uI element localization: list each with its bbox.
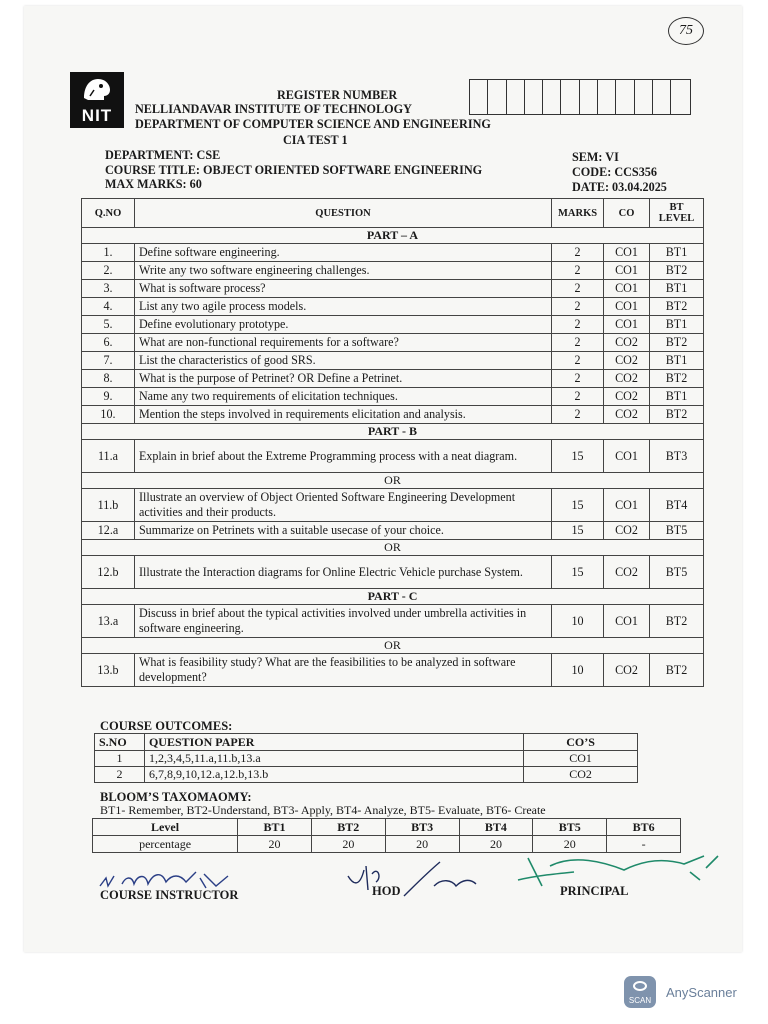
co-cell: CO2	[604, 334, 650, 352]
bt-cell: BT5	[650, 522, 704, 540]
bt-level: BT2	[311, 819, 385, 836]
question-text: What is the purpose of Petrinet? OR Define a Petrinet.	[134, 370, 551, 388]
cos-header: CO’S	[524, 734, 638, 751]
bt-cell: BT2	[650, 370, 704, 388]
question-number: 5.	[82, 316, 135, 334]
part-a-label: PART – A	[82, 228, 704, 244]
marks-cell: 2	[552, 244, 604, 262]
marks-cell: 2	[552, 406, 604, 424]
co-cell: CO2	[604, 388, 650, 406]
institute-name: NELLIANDAVAR INSTITUTE OF TECHNOLOGY	[135, 102, 412, 116]
table-row	[82, 352, 704, 370]
hod-signature-icon	[344, 856, 504, 902]
co-cell: CO1	[604, 605, 650, 638]
or-label: OR	[82, 540, 704, 556]
question-number: 6.	[82, 334, 135, 352]
table-row	[82, 280, 704, 298]
or-label: OR	[82, 473, 704, 489]
exam-date: DATE: 03.04.2025	[572, 180, 667, 194]
marks-cell: 2	[552, 280, 604, 298]
bt-level: BT4	[459, 819, 533, 836]
question-number: 1.	[82, 244, 135, 262]
co-cell: CO2	[604, 556, 650, 589]
question-number: 11.b	[82, 489, 135, 522]
course-outcomes-header	[95, 734, 638, 751]
test-title: CIA TEST 1	[283, 133, 348, 147]
lion-emblem-icon	[80, 76, 114, 102]
department: DEPARTMENT: CSE	[105, 148, 221, 162]
table-row	[82, 316, 704, 334]
bloom-level-row	[93, 819, 681, 836]
question-text: Define software engineering.	[134, 244, 551, 262]
percentage-label: percentage	[93, 836, 238, 853]
marks-cell: 2	[552, 262, 604, 280]
table-row	[82, 605, 704, 638]
question-number: 9.	[82, 388, 135, 406]
percentage-cell: 20	[238, 836, 312, 853]
or-row	[82, 638, 704, 654]
bt-cell: BT2	[650, 654, 704, 687]
bt-cell: BT1	[650, 280, 704, 298]
course-outcomes-title: COURSE OUTCOMES:	[100, 719, 233, 733]
co-cell: CO1	[604, 244, 650, 262]
co-cell: CO1	[604, 262, 650, 280]
question-number: 3.	[82, 280, 135, 298]
anyscanner-watermark	[624, 976, 737, 1008]
part-c-row	[82, 589, 704, 605]
level-label: Level	[93, 819, 238, 836]
marks-cell: 10	[552, 654, 604, 687]
table-row	[82, 262, 704, 280]
question-table-header	[82, 199, 704, 228]
question-number: 12.a	[82, 522, 135, 540]
question-text: What are non-functional requirements for a software?	[134, 334, 551, 352]
percentage-cell: 20	[311, 836, 385, 853]
question-list-cell: 1,2,3,4,5,11.a,11.b,13.a	[144, 751, 523, 767]
bloom-level-table	[92, 818, 681, 853]
question-number: 13.b	[82, 654, 135, 687]
qno-header: Q.NO	[82, 199, 135, 228]
co-cell: CO2	[604, 654, 650, 687]
sno-cell: 2	[95, 767, 145, 783]
table-row	[82, 334, 704, 352]
co-cell: CO2	[604, 406, 650, 424]
or-label: OR	[82, 638, 704, 654]
percentage-cell: 20	[459, 836, 533, 853]
question-text: List any two agile process models.	[134, 298, 551, 316]
question-number: 2.	[82, 262, 135, 280]
part-b-label: PART - B	[82, 424, 704, 440]
co-header: CO	[604, 199, 650, 228]
bt-level: BT3	[385, 819, 459, 836]
percentage-cell: 20	[385, 836, 459, 853]
co-cell: CO1	[604, 316, 650, 334]
table-row	[95, 767, 638, 783]
question-text: Define evolutionary prototype.	[134, 316, 551, 334]
marks-cell: 15	[552, 440, 604, 473]
question-text: List the characteristics of good SRS.	[134, 352, 551, 370]
table-row	[82, 556, 704, 589]
co-cell: CO1	[604, 298, 650, 316]
marks-cell: 2	[552, 298, 604, 316]
bt-cell: BT1	[650, 388, 704, 406]
co-cell: CO1	[604, 280, 650, 298]
register-number-label: REGISTER NUMBER	[277, 88, 398, 102]
marks-cell: 2	[552, 388, 604, 406]
question-text: Explain in brief about the Extreme Programming process with a neat diagram.	[134, 440, 551, 473]
principal-label: PRINCIPAL	[560, 884, 629, 898]
bt-cell: BT1	[650, 316, 704, 334]
department-full-name: DEPARTMENT OF COMPUTER SCIENCE AND ENGINEERING	[135, 117, 491, 131]
table-row	[82, 244, 704, 262]
bt-cell: BT2	[650, 605, 704, 638]
sno-header: S.NO	[95, 734, 145, 751]
bt-cell: BT3	[650, 440, 704, 473]
bt-cell: BT4	[650, 489, 704, 522]
bloom-legend: BT1- Remember, BT2-Understand, BT3- Apply, BT4- Analyze, BT5- Evaluate, BT6- Create	[100, 803, 546, 817]
hod-label: HOD	[372, 884, 401, 898]
marks-cell: 2	[552, 370, 604, 388]
course-code: CODE: CCS356	[572, 165, 657, 179]
table-row	[82, 370, 704, 388]
question-text: What is software process?	[134, 280, 551, 298]
table-row	[82, 522, 704, 540]
bt-cell: BT2	[650, 262, 704, 280]
co-cell: CO1	[604, 489, 650, 522]
course-outcomes-table	[94, 733, 638, 783]
marks-cell: 10	[552, 605, 604, 638]
part-a-row	[82, 228, 704, 244]
part-b-row	[82, 424, 704, 440]
table-row	[82, 298, 704, 316]
bt-cell: BT1	[650, 244, 704, 262]
question-text: Illustrate an overview of Object Oriented Software Engineering Development activities and their products.	[134, 489, 551, 522]
bloom-taxonomy-title: BLOOM’S TAXOMAOMY:	[100, 790, 252, 804]
co-cell: CO2	[604, 522, 650, 540]
co-cell: CO1	[524, 751, 638, 767]
table-row	[82, 440, 704, 473]
part-c-label: PART - C	[82, 589, 704, 605]
bt-cell: BT1	[650, 352, 704, 370]
percentage-cell: 20	[533, 836, 607, 853]
marks-cell: 2	[552, 334, 604, 352]
question-number: 10.	[82, 406, 135, 424]
bt-cell: BT5	[650, 556, 704, 589]
bt-cell: BT2	[650, 406, 704, 424]
bt-level-header: BT LEVEL	[650, 199, 704, 228]
marks-cell: 15	[552, 489, 604, 522]
question-text: What is feasibility study? What are the feasibilities to be analyzed in software development?	[134, 654, 551, 687]
course-instructor-label: COURSE INSTRUCTOR	[100, 888, 239, 902]
or-row	[82, 540, 704, 556]
question-text: Discuss in brief about the typical activities involved under umbrella activities in software engineering.	[134, 605, 551, 638]
marks-cell: 15	[552, 556, 604, 589]
co-cell: CO2	[524, 767, 638, 783]
scan-icon-label: SCAN	[628, 996, 652, 1005]
watermark-text: AnyScanner	[666, 984, 737, 1000]
co-cell: CO2	[604, 370, 650, 388]
question-text: Write any two software engineering challenges.	[134, 262, 551, 280]
course-title: COURSE TITLE: OBJECT ORIENTED SOFTWARE ENGINEERING	[105, 163, 483, 177]
question-text: Name any two requirements of elicitation techniques.	[134, 388, 551, 406]
register-number-boxes[interactable]	[469, 79, 691, 115]
question-number: 7.	[82, 352, 135, 370]
question-number: 12.b	[82, 556, 135, 589]
percentage-cell: -	[607, 836, 681, 853]
question-text: Illustrate the Interaction diagrams for Online Electric Vehicle purchase System.	[134, 556, 551, 589]
marks-cell: 15	[552, 522, 604, 540]
page-number: 75	[668, 17, 704, 45]
table-row	[82, 654, 704, 687]
bt-cell: BT2	[650, 334, 704, 352]
co-cell: CO1	[604, 440, 650, 473]
question-number: 13.a	[82, 605, 135, 638]
table-row	[82, 388, 704, 406]
marks-cell: 2	[552, 316, 604, 334]
question-table	[81, 198, 704, 687]
question-header: QUESTION	[134, 199, 551, 228]
bt-level: BT6	[607, 819, 681, 836]
bt-level: BT5	[533, 819, 607, 836]
max-marks: MAX MARKS: 60	[105, 177, 202, 191]
table-row	[82, 489, 704, 522]
logo-text: NIT	[81, 106, 113, 125]
table-row	[95, 751, 638, 767]
question-number: 4.	[82, 298, 135, 316]
question-number: 8.	[82, 370, 135, 388]
table-row	[82, 406, 704, 424]
bt-cell: BT2	[650, 298, 704, 316]
sno-cell: 1	[95, 751, 145, 767]
question-list-cell: 6,7,8,9,10,12.a,12.b,13.b	[144, 767, 523, 783]
scan-app-icon	[624, 976, 656, 1008]
marks-cell: 2	[552, 352, 604, 370]
co-cell: CO2	[604, 352, 650, 370]
marks-header: MARKS	[552, 199, 604, 228]
institute-logo	[70, 72, 124, 128]
question-text: Mention the steps involved in requirements elicitation and analysis.	[134, 406, 551, 424]
bt-level: BT1	[238, 819, 312, 836]
semester: SEM: VI	[572, 150, 619, 164]
question-number: 11.a	[82, 440, 135, 473]
or-row	[82, 473, 704, 489]
question-text: Summarize on Petrinets with a suitable usecase of your choice.	[134, 522, 551, 540]
question-paper-header: QUESTION PAPER	[144, 734, 523, 751]
